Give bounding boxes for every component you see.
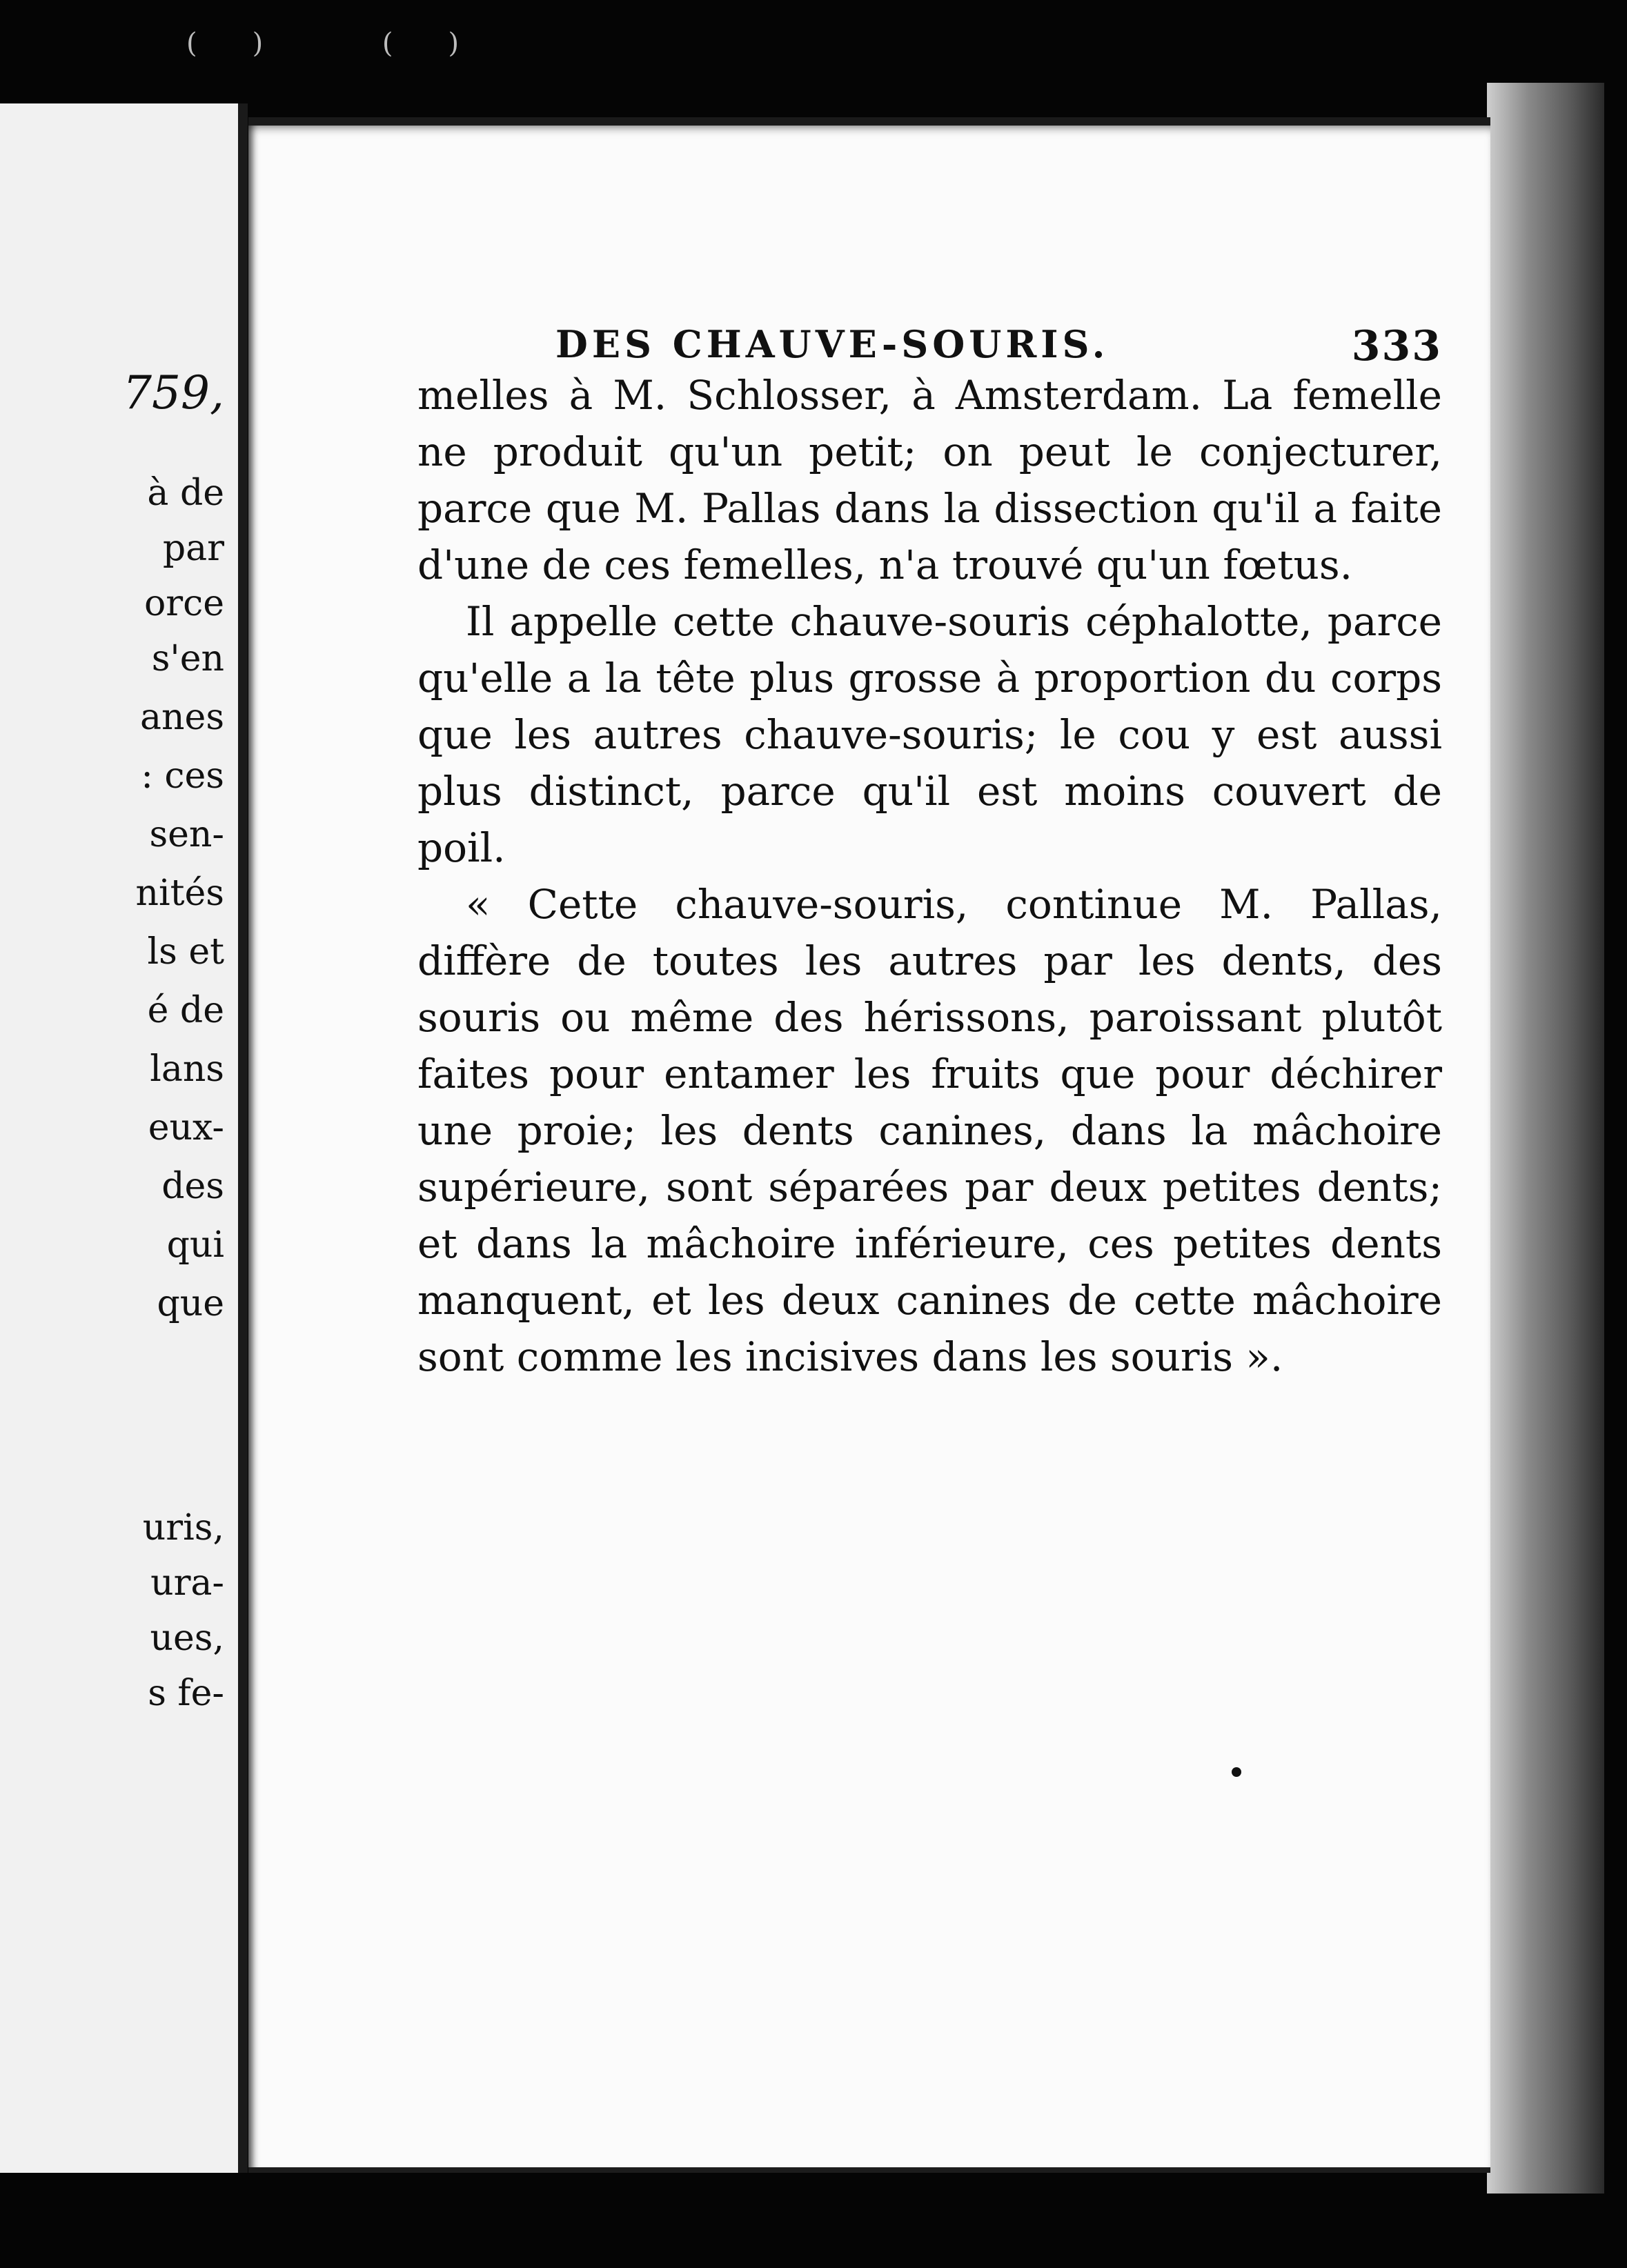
running-title: DES CHAUVE-SOURIS. bbox=[555, 322, 1110, 366]
left-fragment-line: é de bbox=[147, 990, 224, 1031]
paragraph: Il appelle cette chauve-souris céphalotte, parce qu'elle a la tête plus grosse à proportion du corps que les autres chauve-souris; le cou y est aussi plus distinct, parce qu'il est moins couvert de poil. bbox=[417, 598, 1442, 871]
left-fragment-line: à de bbox=[147, 472, 224, 514]
left-fragment-line: sen- bbox=[149, 814, 224, 855]
left-fragment-line: uris, bbox=[142, 1507, 224, 1549]
page-number: 333 bbox=[1351, 322, 1442, 370]
facing-page-fragment bbox=[0, 103, 248, 2173]
left-fragment-line: ura- bbox=[150, 1562, 224, 1604]
page-edge-shadow bbox=[1487, 83, 1604, 2194]
left-fragment-line: par bbox=[162, 528, 224, 569]
left-fragment-line: eux- bbox=[148, 1107, 224, 1148]
left-fragment-line: ls et bbox=[147, 931, 224, 973]
left-fragment-line: orce bbox=[144, 583, 224, 624]
left-fragment-line: anes bbox=[140, 697, 224, 738]
left-fragment-line: 759, bbox=[123, 366, 224, 419]
left-fragment-line: s'en bbox=[151, 638, 224, 679]
left-fragment-line: lans bbox=[150, 1048, 224, 1090]
paragraph: melles à M. Schlosser, à Amsterdam. La femelle ne produit qu'un petit; on peut le conjecturer, parce que M. Pallas dans la dissection qu'il a faite d'une de ces femelles, n'a trouvé qu'un fœtus. bbox=[417, 372, 1442, 588]
paragraph: « Cette chauve-souris, continue M. Pallas, diffère de toutes les autres par les dents, des souris ou même des hérissons, paroissant plutôt faites pour entamer les fruits que pour déchirer une proie; les dents canines, dans la mâchoire supérieure, sont séparées par deux petites dents; et dans la mâchoire inférieure, ces petites dents manquent, et les deux canines de cette mâchoire sont comme les incisives dans les souris ». bbox=[417, 881, 1442, 1380]
scan-marks: () () bbox=[186, 28, 515, 59]
left-fragment-line: ues, bbox=[150, 1618, 224, 1659]
ink-speck bbox=[1232, 1767, 1241, 1777]
page-body bbox=[417, 367, 1442, 1385]
left-fragment-line: des bbox=[161, 1166, 224, 1207]
left-fragment-line: qui bbox=[166, 1224, 224, 1266]
left-fragment-line: : ces bbox=[141, 755, 224, 797]
left-fragment-line: que bbox=[157, 1283, 224, 1324]
book-page bbox=[248, 117, 1490, 2173]
left-fragment-line: s fe- bbox=[148, 1673, 224, 1714]
left-fragment-line: nités bbox=[135, 873, 224, 914]
